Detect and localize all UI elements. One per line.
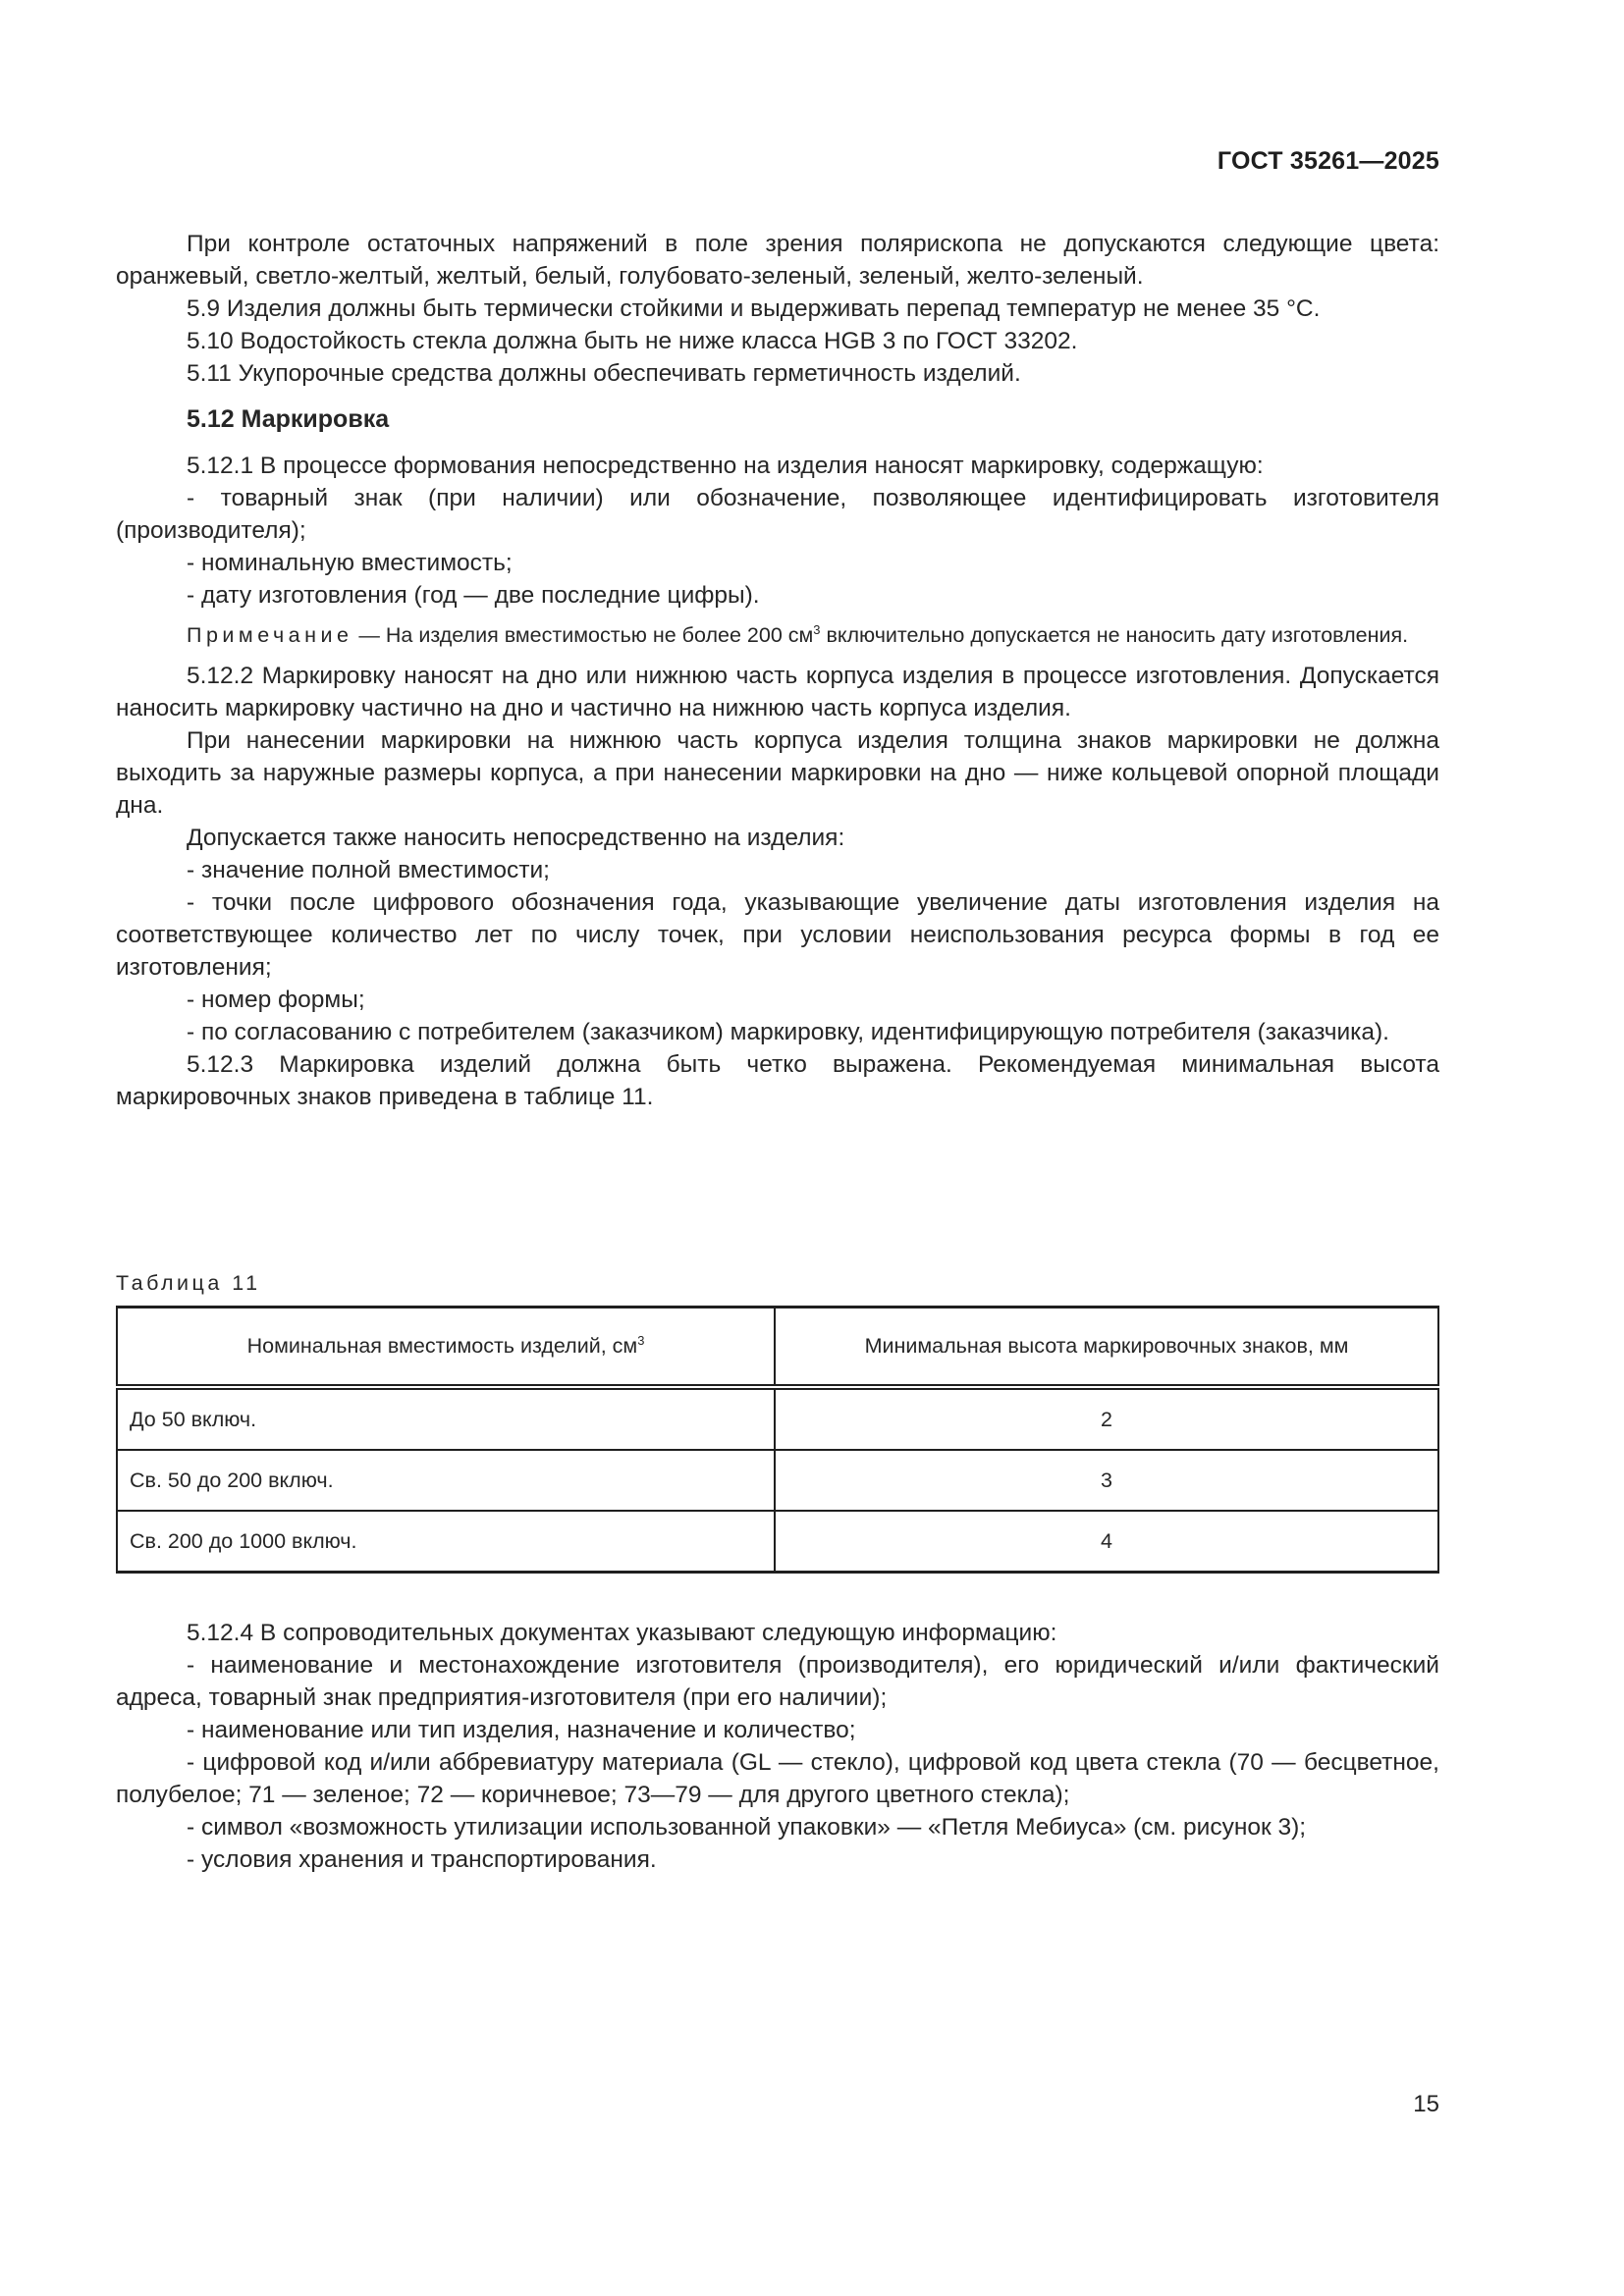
list-item: - по согласованию с потребителем (заказчиком) маркировку, идентифицирующую потребителя (заказчика). [187,1019,1389,1045]
paragraph-5-11: 5.11 Укупорочные средства должны обеспечивать герметичность изделий. [187,360,1021,387]
table-caption-block [116,1267,1439,1300]
list-item: - условия хранения и транспортирования. [187,1846,657,1873]
list-item: - номер формы; [187,987,365,1013]
table-header-capacity [117,1308,775,1388]
paragraph-5-12-3: 5.12.3 Маркировка изделий должна быть четко выражена. Рекомендуемая минимальная высота маркировочных знаков приведена в таблице 11. [116,1051,1439,1110]
paragraph-polariscope: При контроле остаточных напряжений в поле зрения полярископа не допускаются следующие цвета: оранжевый, светло-желтый, желтый, белый, голубовато-зеленый, зеленый, желто-зеленый. [116,231,1439,290]
note-text: — На изделия вместимостью не более 200 см [352,623,814,647]
paragraph-5-12-1: 5.12.1 В процессе формования непосредственно на изделия наносят маркировку, содержащую: [187,453,1264,479]
list-item: - товарный знак (при наличии) или обозначение, позволяющее идентифицировать изготовителя (производителя); [116,485,1439,544]
note-text-continued: включительно допускается не наносить дату изготовления. [820,623,1409,647]
lower-text-block [116,1617,1439,1876]
table-caption: Таблица 11 [116,1271,261,1295]
cell-capacity: Св. 200 до 1000 включ. [117,1511,775,1573]
list-item: - точки после цифрового обозначения года, указывающие увеличение даты изготовления изделия на соответствующее количество лет по числу точек, при условии неиспользования ресурса формы в год ее изготовления; [116,889,1439,981]
document-code: ГОСТ 35261—2025 [1217,147,1439,175]
list-item: - символ «возможность утилизации использованной упаковки» — «Петля Мебиуса» (см. рисунок 3); [187,1814,1307,1841]
list-item: - цифровой код и/или аббревиатуру материала (GL — стекло), цифровой код цвета стекла (70 — бесцветное, полубелое; 71 — зеленое; 72 — коричневое; 73—79 — для другого цветного стекла); [116,1749,1439,1808]
cell-min-height: 4 [775,1511,1438,1573]
paragraph-thickness: При нанесении маркировки на нижнюю часть корпуса изделия толщина знаков маркировки не должна выходить за наружные размеры корпуса, а при нанесении маркировки на дно — ниже кольцевой опорной площади дна. [116,727,1439,819]
note [116,620,1439,651]
table-header-min-height: Минимальная высота маркировочных знаков, мм [775,1308,1438,1388]
list-item: - номинальную вместимость; [187,550,513,576]
table-row [117,1511,1438,1573]
list-item: - дату изготовления (год — две последние цифры). [187,582,760,609]
list-item: - наименование и местонахождение изготовителя (производителя), его юридический и/или фактический адреса, товарный знак предприятия-изготовителя (при его наличии); [116,1652,1439,1711]
header-capacity-superscript: 3 [637,1332,645,1348]
page-number: 15 [1413,2091,1439,2117]
paragraph-5-12-4: 5.12.4 В сопроводительных документах указывают следующую информацию: [187,1620,1057,1646]
paragraph-5-9: 5.9 Изделия должны быть термически стойкими и выдерживать перепад температур не менее 35 °С. [187,295,1321,322]
table-11 [116,1306,1439,1574]
paragraph-5-10: 5.10 Водостойкость стекла должна быть не ниже класса HGB 3 по ГОСТ 33202. [187,328,1078,354]
table-row [117,1387,1438,1450]
cell-min-height: 2 [775,1387,1438,1450]
cell-capacity: Св. 50 до 200 включ. [117,1450,775,1511]
note-superscript: 3 [813,621,821,637]
list-item: - значение полной вместимости; [187,857,550,883]
note-label: Примечание [187,623,353,647]
paragraph-5-12-2: 5.12.2 Маркировку наносят на дно или нижнюю часть корпуса изделия в процессе изготовления. Допускается наносить маркировку частично на дно и частично на нижнюю часть корпуса изделия. [116,663,1439,721]
upper-text-block [116,228,1439,1113]
header-capacity-text: Номинальная вместимость изделий, см [246,1334,638,1358]
cell-capacity: До 50 включ. [117,1387,775,1450]
section-title-marking: 5.12 Маркировка [187,405,390,433]
table-header-row [117,1308,1438,1388]
table-row [117,1450,1438,1511]
list-item: - наименование или тип изделия, назначение и количество; [187,1717,856,1743]
paragraph-also-allowed: Допускается также наносить непосредственно на изделия: [187,825,845,851]
cell-min-height: 3 [775,1450,1438,1511]
